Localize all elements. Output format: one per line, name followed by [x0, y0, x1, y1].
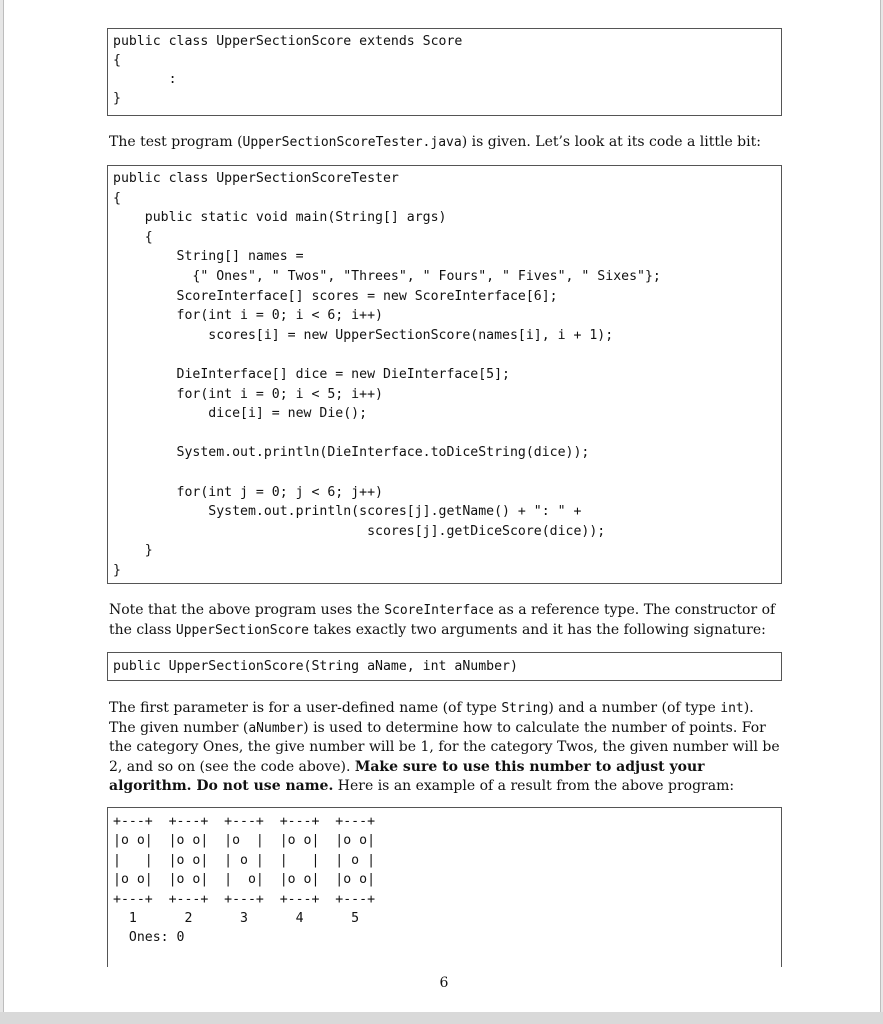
text: The test program ( — [109, 134, 243, 150]
text: takes exactly two arguments and it has the following signature: — [308, 621, 766, 638]
text: ) is used to determine how to calculate the number of points. For the category Ones, the give number will be 1, for the category Twos, the given number will be 2, and so on (see the code above). — [109, 719, 780, 775]
viewer-bottom-bar — [0, 1012, 883, 1024]
text: ). The given number ( — [109, 700, 754, 736]
code-text: public UpperSectionScore(String aName, int aNumber) — [113, 659, 518, 674]
code-block-tester — [107, 165, 782, 584]
text: Note that the above program uses the — [109, 602, 385, 618]
paragraph-reference-type — [109, 601, 784, 640]
code-text: +---+ +---+ +---+ +---+ +---+ |o o| |o o| |o | |o o| |o o| | | |o o| | o | | | | o | |o o| |o o| | o| |o o| |o o| +---+ +---+ +---+ +---+ +---+ 1 2 3 4 5 Ones: 0 — [113, 814, 376, 946]
text: ) and a number (of type — [548, 700, 721, 716]
text: as a reference type. The constructor of the class — [109, 602, 776, 638]
bold-text: Make sure to use this number to adjust your algorithm. Do not use name. — [109, 758, 705, 794]
code-block-constructor-signature — [107, 652, 782, 681]
inline-code: String — [501, 701, 549, 716]
text: ) is given. Let’s look at its code a little bit: — [461, 134, 761, 150]
code-text: public class UpperSectionScore extends Score { : } — [113, 34, 463, 106]
inline-code: int — [720, 701, 744, 716]
inline-code: aNumber — [248, 720, 304, 736]
code-text: public class UpperSectionScoreTester { public static void main(String[] args) { String[] names = {" Ones", " Twos", "Threes", " Fours", " Fives", " Sixes"}; ScoreInterface[] scores = new ScoreInterface[6]; for(int i = 0; i < 6; i++) scores[i] = new UpperSectionScore(names[i], i + 1); DieInterface[] dice = new DieInterface[5]; for(int i = 0; i < 5; i++) dice[i] = new Die(); System.out.println(DieInterface.toDiceString(dice)); for(int j = 0; j < 6; j++) System.out.println(scores[j].getName() + ": " + scores[j].getDiceScore(dice)); } } — [113, 171, 661, 578]
text: Here is an example of a result from the above program: — [333, 778, 735, 794]
code-block-example-output — [107, 807, 782, 967]
code-block-upper-section-score — [107, 28, 782, 116]
paragraph-parameters — [109, 699, 784, 797]
inline-code: UpperSectionScoreTester.java — [242, 135, 462, 150]
document-page — [3, 0, 881, 1024]
paragraph-test-program — [109, 133, 784, 153]
inline-code: UpperSectionScore — [175, 622, 309, 638]
page-number: 6 — [439, 975, 449, 991]
inline-code: ScoreInterface — [384, 603, 494, 618]
text: The first parameter is for a user-defined name (of type — [109, 700, 502, 716]
